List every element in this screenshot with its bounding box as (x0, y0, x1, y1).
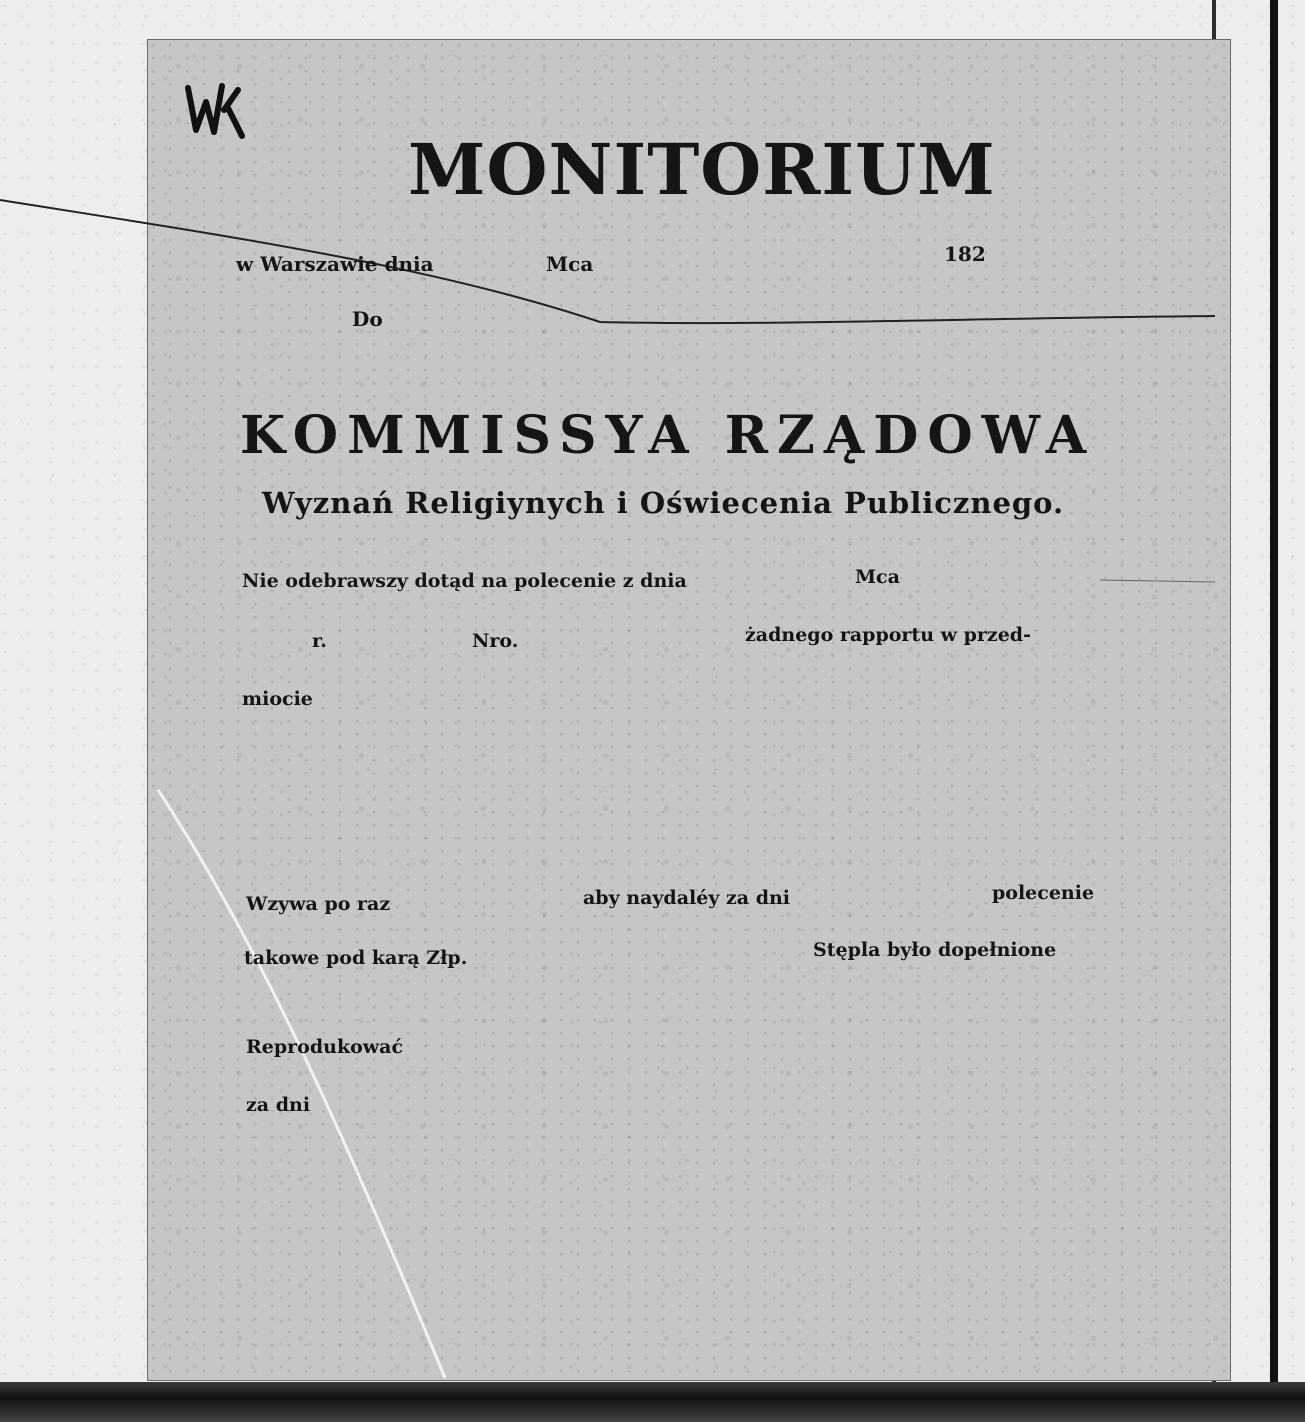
notice-line-2-tail: żadnego rapportu w przed- (745, 624, 1031, 646)
notice-line-2-nro: Nro. (472, 630, 519, 652)
footer-reprodukowac: Reprodukować (246, 1036, 404, 1058)
footer-za-dni: za dni (246, 1094, 311, 1116)
issuer-name: KOMMISSYA RZĄDOWA (240, 405, 1096, 466)
handwritten-initials-mark (182, 80, 252, 140)
addressee-label: Do (352, 307, 383, 331)
notice-line-2-r: r. (312, 630, 327, 652)
scan-edge-bottom (0, 1382, 1305, 1422)
date-line-year: 182 (944, 242, 986, 266)
summons-takowe: takowe pod karą Złp. (244, 947, 468, 969)
document-sheet (148, 40, 1230, 1380)
notice-line-1: Nie odebrawszy dotąd na polecenie z dnia (242, 570, 687, 592)
scan-edge-right-dark (1270, 0, 1278, 1422)
summons-polecenie: polecenie (992, 882, 1095, 904)
summons-wzywa: Wzywa po raz (246, 893, 391, 915)
notice-line-1-month: Mca (855, 566, 900, 588)
summons-aby: aby naydaléy za dni (583, 887, 791, 909)
notice-line-3: miocie (242, 688, 313, 710)
summons-stepla: Stępla było dopełnione (813, 939, 1057, 961)
date-line-month: Mca (546, 252, 594, 276)
date-line-place: w Warszawie dnia (236, 252, 434, 276)
page-title: MONITORIUM (408, 128, 996, 211)
issuer-department: Wyznań Religiynych i Oświecenia Publicznego. (262, 486, 1065, 520)
